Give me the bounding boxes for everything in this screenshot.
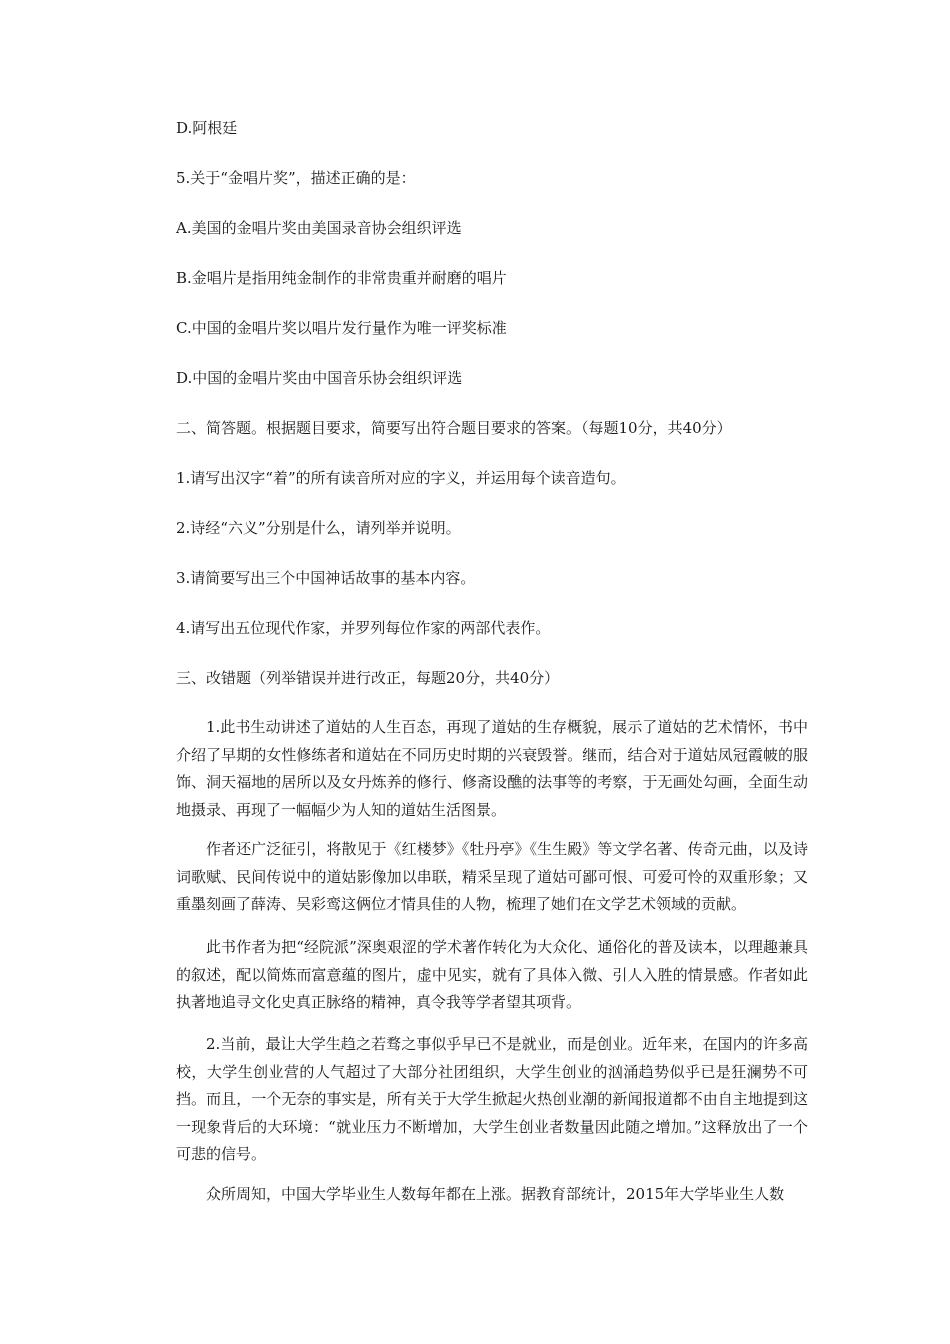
section3-paragraph-4: 2.当前，最让大学生趋之若骛之事似乎早已不是就业，而是创业。近年来，在国内的许多高校，大学生创业营的人气超过了大部分社团组织，大学生创业的汹涌趋势似乎已是狂澜势不可挡。而且，一个无奈的事实是，所有关于大学生掀起火热创业潮的新闻报道都不由自主地提到这一现象背后的大环境：“就业压力不断增加，大学生创业者数量因此随之增加。”这释放出了一个可悲的信号。 <box>176 1035 808 1164</box>
q5-option-c: C.中国的金唱片奖以唱片发行量作为唯一评奖标准 <box>176 319 507 337</box>
section3-paragraph-2: 作者还广泛征引，将散见于《红楼梦》《牡丹亭》《生生殿》等文学名著、传奇元曲，以及诗词歌赋、民间传说中的道姑影像加以串联，精采呈现了道姑可鄙可恨、可爱可怜的双重形象；又重墨刻画了薛涛、吴彩鸾这俩位才情具佳的人物，梳理了她们在文学艺术领域的贡献。 <box>176 840 808 914</box>
q4-option-d: D.阿根廷 <box>176 119 238 137</box>
q5-option-d: D.中国的金唱片奖由中国音乐协会组织评选 <box>176 369 463 387</box>
section2-question-4: 4.请写出五位现代作家，并罗列每位作家的两部代表作。 <box>176 619 551 637</box>
section3-paragraph-3: 此书作者为把“经院派”深奥艰涩的学术著作转化为大众化、通俗化的普及读本，以理趣兼具的叙述，配以简炼而富意蕴的图片，虚中见实，就有了具体入微、引人入胜的情景感。作者如此执著地追寻文化史真正脉络的精神，真令我等学者望其项背。 <box>176 938 808 1012</box>
section3-paragraph-1: 1.此书生动讲述了道姑的人生百态，再现了道姑的生存概貌，展示了道姑的艺术情怀，书中介绍了早期的女性修练者和道姑在不同历史时期的兴衰毁誉。继而，结合对于道姑凤冠霞帔的服饰、洞天福地的居所以及女丹炼养的修行、修斋设醮的法事等的考察，于无画处勾画，全面生动地摄录、再现了一幅幅少为人知的道姑生活图景。 <box>176 718 808 819</box>
q5-option-b: B.金唱片是指用纯金制作的非常贵重并耐磨的唱片 <box>176 269 507 287</box>
section3-paragraph-5: 众所周知，中国大学毕业生人数每年都在上涨。据教育部统计，2015年大学毕业生人数 <box>206 1185 785 1203</box>
section2-question-3: 3.请简要写出三个中国神话故事的基本内容。 <box>176 569 476 587</box>
q5-option-a: A.美国的金唱片奖由美国录音协会组织评选 <box>176 219 462 237</box>
section2-heading: 二、简答题。根据题目要求，简要写出符合题目要求的答案。（每题10分，共40分） <box>176 419 732 437</box>
q5-stem: 5.关于“金唱片奖”，描述正确的是： <box>176 169 416 187</box>
section3-heading: 三、改错题（列举错误并进行改正，每题20分，共40分） <box>176 669 560 687</box>
section2-question-2: 2.诗经“六义”分别是什么，请列举并说明。 <box>176 519 461 537</box>
section2-question-1: 1.请写出汉字“着”的所有读音所对应的字义，并运用每个读音造句。 <box>176 469 626 487</box>
